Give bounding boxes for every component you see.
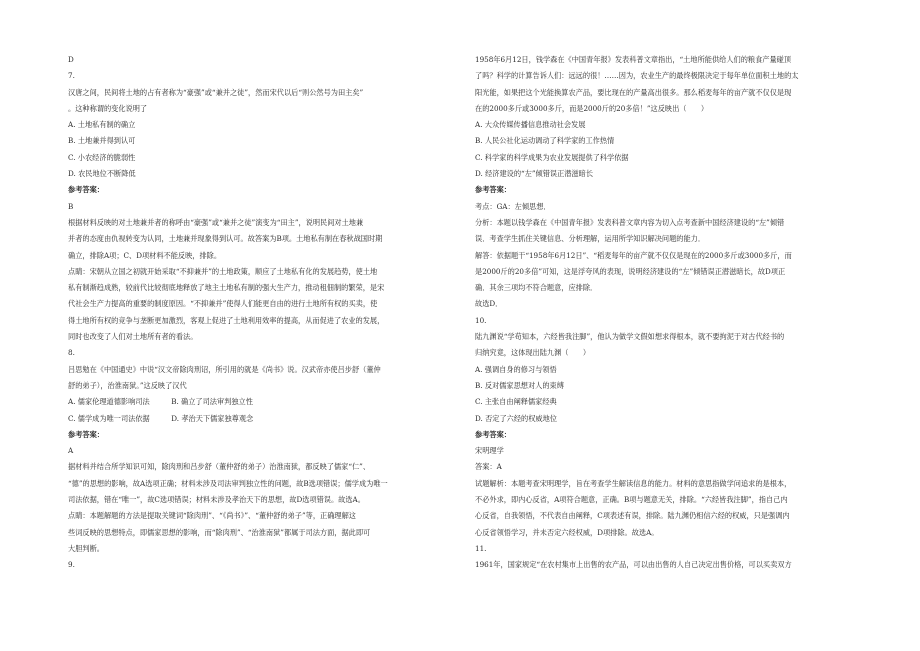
text-line: A. 强调自身的修习与领悟 bbox=[475, 364, 557, 374]
text-line: 据材料并结合所学知识可知，除肉刑和吕步舒（董仲舒的弟子）治淮南狱，都反映了儒家“仁”、 bbox=[68, 462, 371, 472]
text-line: C. 主张自由阐释儒家经典 bbox=[475, 397, 557, 407]
text-line: 私有制渐趋成熟，较前代比较彻底地释放了地主土地私有制的强大生产力，推动租佃制的繁荣，是宋 bbox=[68, 283, 385, 293]
text-line: 并者的态度由仇视转变为认同，土地兼并现象得到认可。故答案为B项。土地私有制在春秋战国时期 bbox=[68, 234, 383, 244]
text-line: 了吗？科学的计算告诉人们：远远的很！……因为，农业生产的最终极限决定于每年单位面积土地的太 bbox=[475, 71, 799, 81]
text-line: 11. bbox=[475, 543, 487, 553]
text-line: 分析：本题以钱学森在《中国青年报》发表科普文章内容为切入点考查新中国经济建设的“左”倾错 bbox=[475, 217, 785, 227]
text-line: 10. bbox=[475, 315, 487, 325]
text-line: 答案：A bbox=[475, 462, 502, 472]
text-line: C. 科学家的科学成果为农业发展提供了科学依据 bbox=[475, 152, 629, 162]
text-line: D. 否定了六经的权威地位 bbox=[475, 413, 557, 423]
text-line: 得土地所有权的竞争与垄断更加激烈，客观上促进了土地利用效率的提高，从而促进了农业的发展， bbox=[68, 315, 385, 325]
text-line: A. 儒家伦理道德影响司法 B. 确立了司法审判独立性 bbox=[68, 397, 253, 407]
text-line: 心反省，自我领悟，不代表自由阐释，C项表述有误，排除。陆九渊仍相信六经的权威，只是强调内 bbox=[475, 511, 790, 521]
text-line: “德”的思想的影响，故A选项正确；材料未涉及司法审判独立性的问题，故B选项错误；儒学成为唯一 bbox=[68, 478, 388, 488]
answer-heading: 参考答案： bbox=[68, 429, 104, 439]
text-line: 心反省领悟学习，并未否定六经权威，D项排除。故选A。 bbox=[475, 527, 659, 537]
text-line: B. 土地兼并得到认可 bbox=[68, 136, 136, 146]
text-line: 宋明理学 bbox=[475, 446, 504, 456]
text-line: 点睛：宋朝从立国之初就开始采取“不抑兼并”的土地政策，顺应了土地私有化的发展趋势，使土地 bbox=[68, 266, 378, 276]
right-column bbox=[475, 52, 860, 574]
text-line: D bbox=[68, 55, 74, 64]
text-line: 阳光能，如果把这个光能换算农产品，要比现在的产量高出很多。那么稻麦每年的亩产就不仅仅是现 bbox=[475, 87, 792, 97]
text-line: 7. bbox=[68, 71, 75, 81]
text-line: 解答：依据题干“1958年6月12日”、“稻麦每年的亩产就不仅仅是现在的2000多斤或3000多斤，而 bbox=[475, 250, 792, 260]
text-line: 考点：GA：左倾思想． bbox=[475, 201, 551, 211]
text-line: 汉唐之间，民间将土地的占有者称为“豪强”或“兼并之徒”，然而宋代以后“则公然号为田主矣” bbox=[68, 87, 364, 97]
text-line: C. 儒学成为唯一司法依据 D. 孝治天下儒家独尊观念 bbox=[68, 413, 254, 423]
text-line: 陆九渊说“学苟知本，六经皆我注脚”，他认为做学文假如想求得根本，就不要拘泥于对古代经书的 bbox=[475, 332, 785, 342]
text-line: 8. bbox=[68, 348, 75, 358]
text-line: 。这种称谓的变化说明了 bbox=[68, 103, 148, 113]
text-line: A bbox=[68, 446, 74, 456]
text-line: 在的2000多斤或3000多斤，而是2000斤的20多倍！”这反映出（ ） bbox=[475, 103, 709, 113]
text-line: 9. bbox=[68, 560, 75, 570]
text-line: 1961年，国家规定“在农村集市上出售的农产品，可以由出售的人自己决定出售价格，可以买卖双方 bbox=[475, 560, 792, 570]
text-line: A. 土地私有制的确立 bbox=[68, 120, 136, 130]
text-line: 大胆判断。 bbox=[68, 543, 104, 553]
left-column bbox=[68, 52, 453, 574]
text-line: D. 农民地位不断降低 bbox=[68, 169, 136, 179]
text-line: 根据材料反映的对土地兼并者的称呼由“豪强”或“兼并之徒”演变为“田主”，说明民间对土地兼 bbox=[68, 217, 364, 227]
text-line: B. 人民公社化运动调动了科学家的工作热情 bbox=[475, 136, 615, 146]
text-line: 点睛：本题解题的方法是提取关键词“除肉刑”、“《尚书》”、“董仲舒的弟子”等，正确理解这 bbox=[68, 511, 356, 521]
text-line: C. 小农经济的脆弱性 bbox=[68, 152, 136, 162]
text-line: B bbox=[68, 201, 74, 211]
answer-heading: 参考答案： bbox=[475, 429, 511, 439]
text-line: 1958年6月12日，钱学森在《中国青年报》发表科普文章指出，“土地所能供给人们的粮食产量碰顶 bbox=[475, 55, 792, 64]
answer-heading: 参考答案： bbox=[475, 185, 511, 195]
text-line: 确．其余三项均不符合题意，应排除． bbox=[475, 283, 598, 293]
text-line: 确立，排除A项；C、D项材料不能反映，排除。 bbox=[68, 250, 222, 260]
answer-heading: 参考答案： bbox=[68, 185, 104, 195]
text-line: 些词反映的思想特点，即儒家思想的影响，而“除肉刑”、“治淮南狱”都属于司法方面，据此即可 bbox=[68, 527, 371, 537]
text-line: B. 反对儒家思想对人的束缚 bbox=[475, 380, 564, 390]
text-line: 误．考查学生抓住关键信息、分析理解，运用所学知识解决问题的能力． bbox=[475, 234, 706, 244]
text-line: 吕思勉在《中国通史》中说“汉文帝除肉刑诏，所引用的就是《尚书》说。汉武帝亦使吕步舒（董仲 bbox=[68, 364, 381, 374]
text-line: 归纳究竟，这体现出陆九渊（ ） bbox=[475, 348, 591, 358]
text-line: 司法依据，错在“唯一”，故C选项错误；材料未涉及孝治天下的思想，故D选项错误。故选A。 bbox=[68, 495, 365, 505]
text-line: 代社会生产力提高的重要的制度原因。“不抑兼并”使得人们能更自由的进行土地所有权的买卖，使 bbox=[68, 299, 378, 309]
text-line: 不必外求，即内心反省，A项符合题意，正确。B项与题意无关，排除。“六经皆我注脚”，指自己内 bbox=[475, 495, 788, 505]
text-line: A. 大众传媒传播信息推动社会发展 bbox=[475, 120, 586, 130]
text-line: 试题解析：本题考查宋明理学，旨在考查学生解读信息的能力。材料的意思指做学问追求的是根本， bbox=[475, 478, 792, 488]
text-line: 同时也改变了人们对土地所有者的看法。 bbox=[68, 332, 198, 342]
text-line: 故选D． bbox=[475, 299, 503, 309]
text-line: 舒的弟子），治淮南狱。”这反映了汉代 bbox=[68, 380, 187, 390]
text-line: D. 经济建设的“左”倾错误正潜滋暗长 bbox=[475, 169, 594, 179]
text-line: 是2000斤的20多倍”可知，这是浮夸风的表现，说明经济建设的“左”倾错误正潜滋暗长，故D项正 bbox=[475, 266, 786, 276]
